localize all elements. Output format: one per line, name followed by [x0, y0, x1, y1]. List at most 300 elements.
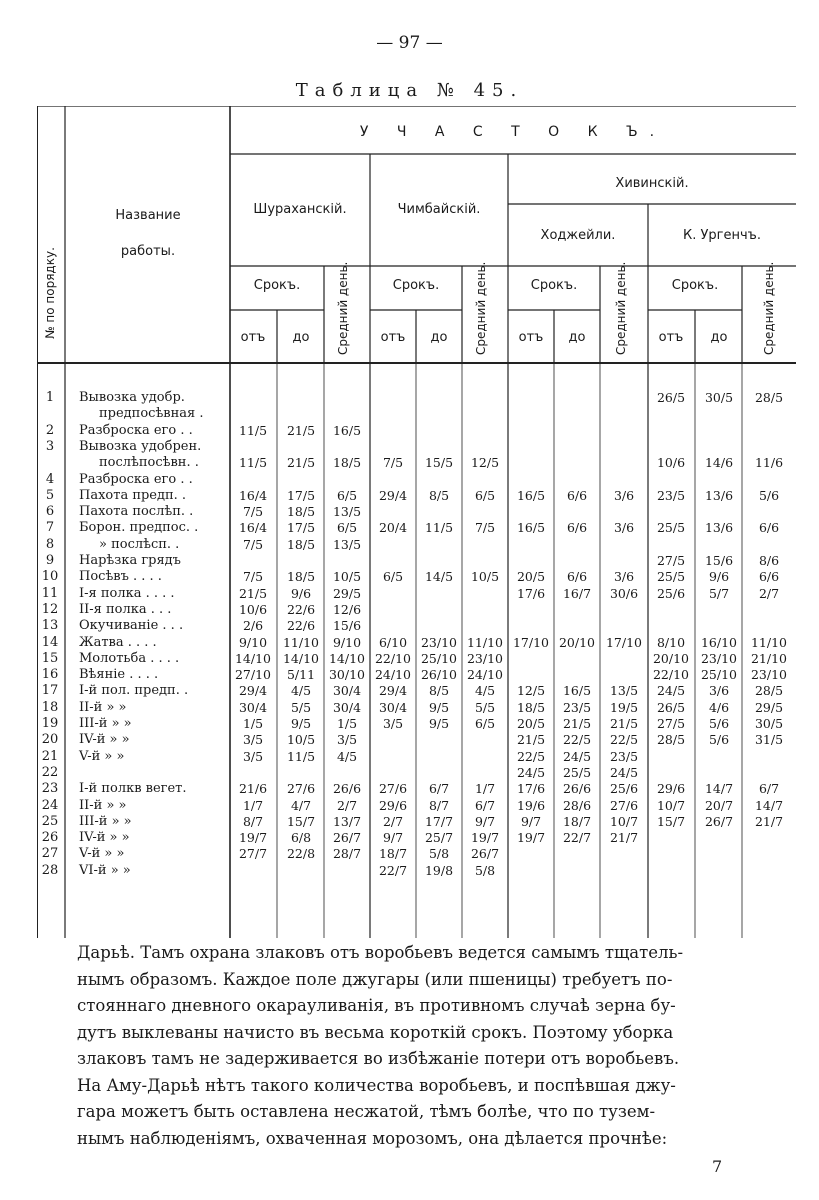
row-number: 20 — [41, 732, 59, 748]
date-cell: 2/7 — [336, 797, 358, 813]
date-cell: 16/5 — [332, 422, 362, 438]
work-name: IV-й » » — [79, 732, 130, 748]
date-cell: 9/5 — [290, 716, 312, 731]
date-cell: 30/4 — [332, 699, 362, 715]
date-cell: 1/7 — [474, 781, 496, 797]
date-cell: 17/10 — [512, 634, 550, 650]
date-cell: 6/5 — [336, 520, 358, 536]
work-name: V-й » » — [79, 846, 125, 862]
date-cell: 16/4 — [238, 487, 268, 503]
date-cell: 22/7 — [378, 862, 408, 878]
work-name: Молотьба . . . . — [79, 650, 180, 666]
date-cell: 11/10 — [466, 634, 504, 650]
district-khiva: Хивинскiй. — [615, 176, 689, 191]
date-cell: 12/5 — [470, 455, 500, 471]
date-cell: 25/6 — [656, 585, 686, 601]
date-cell: 18/7 — [378, 846, 408, 862]
row-number: 5 — [45, 487, 55, 503]
date-cell: 26/10 — [420, 667, 458, 683]
date-cell: 14/10 — [282, 650, 320, 666]
date-cell: 25/7 — [424, 830, 454, 846]
district-chimbai: Чимбайскiй. — [397, 202, 481, 217]
work-name: послѣпосѣвн. . — [99, 455, 199, 471]
date-cell: 8/5 — [428, 487, 450, 503]
date-cell: 6/8 — [290, 830, 312, 846]
row-number: 19 — [41, 716, 59, 731]
date-cell: 10/5 — [286, 732, 316, 748]
date-cell: 16/4 — [238, 520, 268, 536]
date-cell: 20/7 — [704, 797, 734, 813]
work-name: Окучиванiе . . . — [79, 618, 184, 634]
row-number: 15 — [41, 650, 59, 666]
date-cell: 26/7 — [470, 846, 500, 862]
date-cell: 28/6 — [562, 797, 592, 813]
date-cell: 1/5 — [336, 716, 358, 731]
work-name: Жатва . . . . — [79, 634, 157, 650]
date-cell: 9/7 — [474, 813, 496, 829]
date-cell: 30/5 — [704, 390, 734, 405]
date-cell: 22/6 — [286, 601, 316, 617]
date-cell: 21/10 — [750, 650, 788, 666]
date-cell: 10/7 — [609, 813, 639, 829]
date-cell: 16/5 — [516, 520, 546, 536]
date-cell: 6/7 — [758, 781, 780, 797]
date-cell: 24/5 — [562, 748, 592, 764]
date-cell: 30/5 — [754, 716, 784, 731]
date-cell: 24/5 — [516, 764, 546, 780]
date-cell: 3/5 — [242, 748, 264, 764]
srok-label: Срокъ. — [530, 278, 578, 293]
row-number: 9 — [45, 553, 55, 568]
date-cell: 23/5 — [609, 748, 639, 764]
date-cell: 9/7 — [520, 813, 542, 829]
date-cell: 21/5 — [516, 732, 546, 748]
date-cell: 31/5 — [754, 732, 784, 748]
date-cell: 19/5 — [609, 699, 639, 715]
date-cell: 15/6 — [332, 618, 362, 634]
date-cell: 11/5 — [238, 422, 268, 438]
date-cell: 28/5 — [754, 683, 784, 699]
date-cell: 28/5 — [754, 390, 784, 405]
work-name: III-й » » — [79, 813, 132, 829]
date-cell: 29/4 — [238, 683, 268, 699]
date-cell: 26/6 — [332, 781, 362, 797]
date-cell: 11/5 — [424, 520, 454, 536]
date-cell: 7/5 — [242, 569, 264, 585]
row-number: 7 — [45, 520, 55, 536]
date-cell: 18/7 — [562, 813, 592, 829]
work-name: Посѣвъ . . . . — [79, 569, 162, 585]
to-label: до — [710, 330, 728, 345]
date-cell: 3/6 — [708, 683, 730, 699]
date-cell: 17/5 — [286, 487, 316, 503]
date-cell: 27/10 — [234, 667, 272, 683]
date-cell: 3/6 — [613, 569, 635, 585]
date-cell: 26/5 — [656, 699, 686, 715]
work-name: Разброска его . . — [79, 471, 193, 487]
row-number: 6 — [45, 504, 55, 520]
date-cell: 6/5 — [382, 569, 404, 585]
date-cell: 5/8 — [428, 846, 450, 862]
date-cell: 23/5 — [656, 487, 686, 503]
date-cell: 30/10 — [328, 667, 366, 683]
date-cell: 29/6 — [656, 781, 686, 797]
date-cell: 21/5 — [609, 716, 639, 731]
date-cell: 5/7 — [708, 585, 730, 601]
date-cell: 27/5 — [656, 553, 686, 568]
date-cell: 23/10 — [420, 634, 458, 650]
row-number: 2 — [45, 422, 55, 438]
date-cell: 5/6 — [708, 716, 730, 731]
date-cell: 13/7 — [332, 813, 362, 829]
date-cell: 27/6 — [286, 781, 316, 797]
date-cell: 19/6 — [516, 797, 546, 813]
date-cell: 15/5 — [424, 455, 454, 471]
date-cell: 23/5 — [562, 699, 592, 715]
date-cell: 6/6 — [758, 520, 780, 536]
date-cell: 12/6 — [332, 601, 362, 617]
date-cell: 13/5 — [332, 504, 362, 520]
date-cell: 5/5 — [290, 699, 312, 715]
work-name: I-й пол. предп. . — [79, 683, 189, 699]
date-cell: 23/10 — [700, 650, 738, 666]
paragraph-line: гара можетъ быть оставлена несжатой, тѣмъ болѣе, что по тузем- — [77, 1102, 656, 1121]
date-cell: 30/4 — [238, 699, 268, 715]
date-cell: 21/5 — [238, 585, 268, 601]
date-cell: 14/5 — [424, 569, 454, 585]
work-name: Пахота послѣп. . — [79, 504, 194, 520]
date-cell: 11/10 — [750, 634, 788, 650]
date-cell: 19/7 — [470, 830, 500, 846]
date-cell: 13/6 — [704, 487, 734, 503]
date-cell: 10/6 — [656, 455, 686, 471]
row-number: 25 — [41, 813, 59, 829]
date-cell: 29/4 — [378, 683, 408, 699]
date-cell: 16/10 — [700, 634, 738, 650]
date-cell: 24/10 — [466, 667, 504, 683]
section-header: У Ч А С Т О К Ъ. — [359, 124, 667, 140]
date-cell: 16/5 — [562, 683, 592, 699]
work-name: Борон. предпос. . — [79, 520, 199, 536]
date-cell: 14/6 — [704, 455, 734, 471]
date-cell: 6/7 — [428, 781, 450, 797]
date-cell: 15/7 — [656, 813, 686, 829]
date-cell: 30/4 — [332, 683, 362, 699]
work-header-2: работы. — [120, 244, 176, 259]
table-title: Таблица № 45. — [295, 80, 524, 101]
date-cell: 18/5 — [516, 699, 546, 715]
date-cell: 29/6 — [378, 797, 408, 813]
date-cell: 24/5 — [609, 764, 639, 780]
mid-day-label: Средний день. — [614, 261, 628, 355]
date-cell: 22/6 — [286, 618, 316, 634]
date-cell: 6/6 — [758, 569, 780, 585]
paragraph-line: нымъ образомъ. Каждое поле джугары (или пшеницы) требуетъ по- — [77, 969, 673, 989]
work-name: Пахота предп. . — [79, 487, 187, 503]
date-cell: 17/6 — [516, 781, 546, 797]
date-cell: 24/10 — [374, 667, 412, 683]
date-cell: 9/10 — [238, 634, 268, 650]
from-label: отъ — [518, 330, 544, 345]
date-cell: 10/7 — [656, 797, 686, 813]
row-number: 3 — [45, 438, 55, 454]
date-cell: 14/7 — [704, 781, 734, 797]
row-number: 23 — [41, 781, 59, 797]
work-name: Вѣянiе . . . . — [79, 667, 159, 683]
row-number: 12 — [41, 601, 59, 617]
date-cell: 26/7 — [332, 830, 362, 846]
date-cell: 20/5 — [516, 569, 546, 585]
row-number: 11 — [41, 585, 59, 601]
date-cell: 17/6 — [516, 585, 546, 601]
date-cell: 21/7 — [609, 830, 639, 846]
srok-label: Срокъ. — [253, 278, 301, 293]
work-name: Нарѣзка грядъ — [79, 553, 181, 568]
footer-signature-mark: 7 — [712, 1157, 723, 1176]
work-name: III-й » » — [79, 716, 132, 731]
date-cell: 11/6 — [754, 455, 784, 471]
work-name: IV-й » » — [79, 830, 130, 846]
date-cell: 10/5 — [470, 569, 500, 585]
row-number: 27 — [41, 846, 59, 862]
date-cell: 2/7 — [382, 813, 404, 829]
paragraph-line: Дарьѣ. Тамъ охрана злаковъ отъ воробьевъ ведется самымъ тщатель- — [77, 943, 684, 962]
date-cell: 3/6 — [613, 487, 635, 503]
date-cell: 6/6 — [566, 487, 588, 503]
date-cell: 29/4 — [378, 487, 408, 503]
work-name: II-й » » — [79, 699, 127, 715]
date-cell: 7/5 — [242, 536, 264, 552]
date-cell: 14/7 — [754, 797, 784, 813]
date-cell: 26/6 — [562, 781, 592, 797]
date-cell: 18/5 — [332, 455, 362, 471]
date-cell: 18/5 — [286, 504, 316, 520]
date-cell: 7/5 — [474, 520, 496, 536]
date-cell: 25/5 — [656, 569, 686, 585]
date-cell: 21/5 — [562, 716, 592, 731]
date-cell: 6/6 — [566, 520, 588, 536]
date-cell: 21/7 — [754, 813, 784, 829]
date-cell: 6/5 — [474, 487, 496, 503]
date-cell: 8/10 — [656, 634, 686, 650]
to-label: до — [430, 330, 448, 345]
row-number: 28 — [41, 862, 59, 878]
date-cell: 22/5 — [516, 748, 546, 764]
work-name: V-й » » — [79, 748, 125, 764]
date-cell: 30/4 — [378, 699, 408, 715]
date-cell: 5/11 — [286, 667, 316, 683]
date-cell: 9/5 — [428, 699, 450, 715]
date-cell: 21/6 — [238, 781, 268, 797]
date-cell: 14/10 — [328, 650, 366, 666]
date-cell: 23/10 — [750, 667, 788, 683]
mid-day-label: Средний день. — [762, 261, 776, 355]
date-cell: 17/10 — [605, 634, 643, 650]
page-number: — 97 — — [376, 33, 443, 53]
date-cell: 3/6 — [613, 520, 635, 536]
row-number: 16 — [41, 667, 59, 683]
work-name: предпосѣвная . — [99, 406, 204, 422]
date-cell: 20/10 — [558, 634, 596, 650]
date-cell: 4/6 — [708, 699, 730, 715]
date-cell: 20/10 — [652, 650, 690, 666]
date-cell: 10/5 — [332, 569, 362, 585]
row-number: 21 — [41, 748, 59, 764]
date-cell: 22/10 — [374, 650, 412, 666]
date-cell: 6/6 — [566, 569, 588, 585]
date-cell: 22/10 — [652, 667, 690, 683]
date-cell: 15/6 — [704, 553, 734, 568]
date-cell: 16/5 — [516, 487, 546, 503]
row-number: 22 — [41, 764, 59, 780]
date-cell: 17/5 — [286, 520, 316, 536]
date-cell: 11/5 — [238, 455, 268, 471]
date-cell: 13/6 — [704, 520, 734, 536]
subdistrict-khodjeili: Ходжейли. — [540, 228, 616, 243]
work-name: I-й полкв вегет. — [79, 781, 187, 797]
date-cell: 27/5 — [656, 716, 686, 731]
work-name: II-й » » — [79, 797, 127, 813]
date-cell: 8/7 — [242, 813, 264, 829]
date-cell: 28/5 — [656, 732, 686, 748]
date-cell: 6/5 — [336, 487, 358, 503]
paragraph-line: стояннаго дневного окарауливанiя, въ противномъ случаѣ зерна бу- — [77, 996, 676, 1015]
date-cell: 19/8 — [424, 862, 454, 878]
work-header-1: Название — [115, 208, 181, 223]
srok-label: Срокъ. — [671, 278, 719, 293]
work-schedule-table — [37, 106, 796, 938]
date-cell: 3/5 — [242, 732, 264, 748]
paragraph-line: На Аму-Дарьѣ нѣтъ такого количества воробьевъ, и поспѣвшая джу- — [77, 1075, 676, 1095]
row-number: 17 — [41, 683, 59, 699]
date-cell: 9/6 — [290, 585, 312, 601]
date-cell: 5/6 — [708, 732, 730, 748]
date-cell: 2/7 — [758, 585, 780, 601]
district-shurakhan: Шураханскiй. — [253, 202, 347, 217]
work-name: VI-й » » — [79, 862, 131, 878]
row-number: 1 — [45, 390, 55, 405]
date-cell: 4/7 — [290, 797, 312, 813]
date-cell: 26/5 — [656, 390, 686, 405]
work-name: II-я полка . . . — [79, 601, 172, 617]
date-cell: 22/5 — [609, 732, 639, 748]
body-paragraph — [77, 940, 743, 1152]
date-cell: 25/5 — [656, 520, 686, 536]
date-cell: 9/10 — [332, 634, 362, 650]
date-cell: 28/7 — [332, 846, 362, 862]
paragraph-line: нымъ наблюденiямъ, охваченная морозомъ, она дѣлается прочнѣе: — [77, 1128, 668, 1148]
work-name: Вывозка удобрен. — [79, 438, 202, 454]
date-cell: 25/5 — [562, 764, 592, 780]
row-number: 4 — [45, 471, 55, 487]
date-cell: 22/8 — [286, 846, 316, 862]
date-cell: 18/5 — [286, 536, 316, 552]
date-cell: 23/10 — [466, 650, 504, 666]
date-cell: 3/5 — [336, 732, 358, 748]
date-cell: 14/10 — [234, 650, 272, 666]
work-name: I-я полка . . . . — [79, 585, 175, 601]
date-cell: 6/7 — [474, 797, 496, 813]
date-cell: 13/5 — [332, 536, 362, 552]
date-cell: 8/6 — [758, 553, 780, 568]
date-cell: 27/6 — [609, 797, 639, 813]
date-cell: 2/6 — [242, 618, 264, 634]
mid-day-label: Средний день. — [336, 261, 350, 355]
subdistrict-urgench: К. Ургенчъ. — [683, 228, 761, 243]
date-cell: 21/5 — [286, 422, 316, 438]
row-number: 24 — [41, 797, 59, 813]
paragraph-line: злаковъ тамъ не задерживается во избѣжанiе потери отъ воробьевъ. — [77, 1049, 680, 1068]
date-cell: 25/10 — [700, 667, 738, 683]
date-cell: 9/5 — [428, 716, 450, 731]
date-cell: 5/5 — [474, 699, 496, 715]
to-label: до — [568, 330, 586, 345]
date-cell: 9/7 — [382, 830, 404, 846]
srok-label: Срокъ. — [392, 278, 440, 293]
date-cell: 22/7 — [562, 830, 592, 846]
date-cell: 19/7 — [238, 830, 268, 846]
date-cell: 21/5 — [286, 455, 316, 471]
work-name: » послѣсп. . — [99, 536, 180, 552]
date-cell: 4/5 — [290, 683, 312, 699]
date-cell: 15/7 — [286, 813, 316, 829]
work-name: Разброска его . . — [79, 422, 193, 438]
date-cell: 11/5 — [286, 748, 316, 764]
row-number: 13 — [41, 618, 59, 634]
row-number: 14 — [41, 634, 59, 650]
rownum-header: № по порядку. — [43, 247, 57, 339]
date-cell: 19/7 — [516, 830, 546, 846]
date-cell: 30/6 — [609, 585, 639, 601]
date-cell: 7/5 — [242, 504, 264, 520]
date-cell: 20/4 — [378, 520, 408, 536]
date-cell: 11/10 — [282, 634, 320, 650]
mid-day-label: Средний день. — [474, 261, 488, 355]
date-cell: 4/5 — [336, 748, 358, 764]
paragraph-line: дутъ выклеваны начисто въ весьма короткiй срокъ. Поэтому уборка — [77, 1022, 674, 1042]
date-cell: 25/6 — [609, 781, 639, 797]
date-cell: 7/5 — [382, 455, 404, 471]
date-cell: 8/5 — [428, 683, 450, 699]
date-cell: 4/5 — [474, 683, 496, 699]
date-cell: 1/7 — [242, 797, 264, 813]
from-label: отъ — [658, 330, 684, 345]
date-cell: 27/7 — [238, 846, 268, 862]
date-cell: 5/6 — [758, 487, 780, 503]
date-cell: 25/10 — [420, 650, 458, 666]
row-number: 26 — [41, 830, 59, 846]
date-cell: 26/7 — [704, 813, 734, 829]
date-cell: 27/6 — [378, 781, 408, 797]
date-cell: 12/5 — [516, 683, 546, 699]
date-cell: 6/10 — [378, 634, 408, 650]
date-cell: 6/5 — [474, 716, 496, 731]
date-cell: 8/7 — [428, 797, 450, 813]
row-number: 10 — [41, 569, 59, 585]
date-cell: 18/5 — [286, 569, 316, 585]
from-label: отъ — [240, 330, 266, 345]
date-cell: 17/7 — [424, 813, 454, 829]
date-cell: 22/5 — [562, 732, 592, 748]
date-cell: 3/5 — [382, 716, 404, 731]
date-cell: 16/7 — [562, 585, 592, 601]
date-cell: 29/5 — [754, 699, 784, 715]
work-name: Вывозка удобр. — [79, 390, 185, 405]
row-number: 8 — [45, 536, 55, 552]
date-cell: 10/6 — [238, 601, 268, 617]
date-cell: 1/5 — [242, 716, 264, 731]
date-cell: 24/5 — [656, 683, 686, 699]
